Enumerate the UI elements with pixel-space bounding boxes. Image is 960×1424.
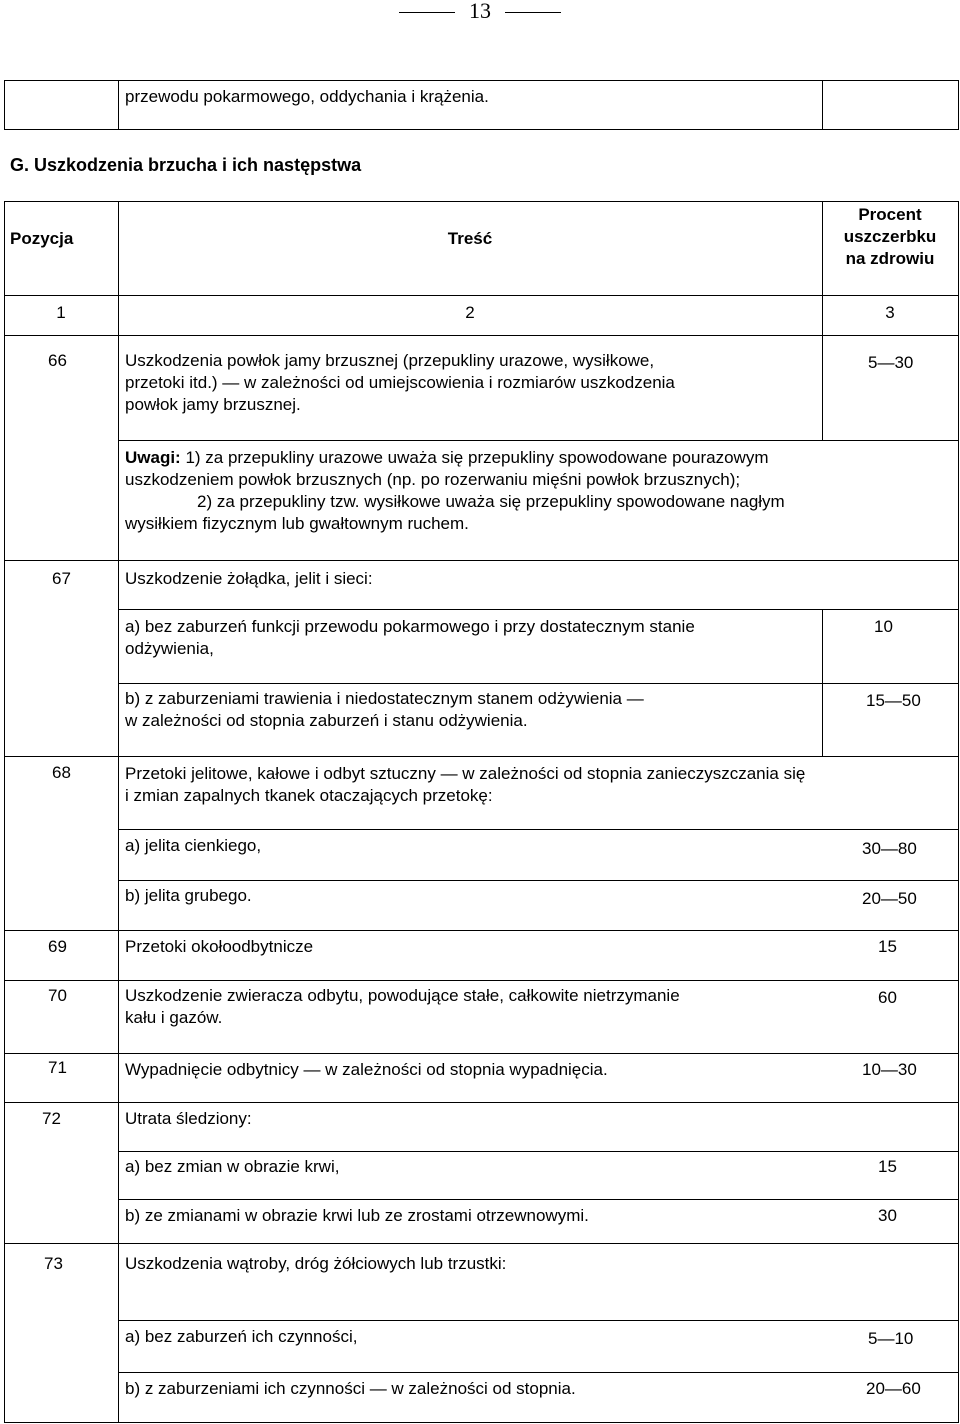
- entry-70-text: [125, 985, 845, 1029]
- section-title: G. Uszkodzenia brzucha i ich następstwa: [10, 155, 362, 175]
- header-percent: [822, 204, 958, 270]
- entry-68b: b) jelita grubego.: [125, 886, 252, 905]
- position-number: 70: [48, 986, 67, 1005]
- rule: [4, 930, 958, 931]
- entry-66-text: [125, 350, 815, 416]
- notes: [125, 447, 945, 535]
- entry-67b: [125, 688, 815, 732]
- text-line: przetoki itd.) ― w zależności od umiejscowienia i rozmiarów uszkodzenia: [125, 373, 675, 392]
- percent-value: 15: [878, 1157, 897, 1176]
- rule: [118, 80, 119, 130]
- rule: [4, 295, 958, 296]
- continuation-text: przewodu pokarmowego, oddychania i krążenia.: [125, 87, 489, 106]
- entry-72b: b) ze zmianami w obrazie krwi lub ze zrostami otrzewnowymi.: [125, 1206, 589, 1225]
- rule: [118, 1320, 958, 1321]
- text-line: wysiłkiem fizycznym lub gwałtownym ruchem.: [125, 514, 469, 533]
- rule: [118, 829, 958, 830]
- rule: [822, 80, 823, 130]
- rule: [4, 80, 958, 81]
- rule: [4, 80, 5, 130]
- position-number: 67: [52, 569, 71, 588]
- percent-value: 5―30: [868, 353, 914, 372]
- column-number: 1: [56, 303, 66, 322]
- rule: [118, 201, 119, 1423]
- entry-72a: a) bez zmian w obrazie krwi,: [125, 1157, 340, 1176]
- text-line: i zmian zapalnych tkanek otaczających przetokę:: [125, 786, 493, 805]
- text-line: Uszkodzenie zwieracza odbytu, powodujące stałe, całkowite nietrzymanie: [125, 986, 680, 1005]
- rule: [4, 201, 958, 202]
- text-line: Przetoki jelitowe, kałowe i odbyt sztuczny ― w zależności od stopnia zanieczyszczania się: [125, 764, 806, 783]
- text-line: 1) za przepukliny urazowe uważa się przepukliny spowodowane pourazowym: [180, 448, 769, 467]
- percent-value: 20―60: [866, 1379, 921, 1398]
- text-line: powłok jamy brzusznej.: [125, 395, 301, 414]
- rule: [4, 1243, 958, 1244]
- rule: [4, 1102, 958, 1103]
- entry-71-text: Wypadnięcie odbytnicy ― w zależności od stopnia wypadnięcia.: [125, 1060, 608, 1079]
- text-line: odżywienia,: [125, 639, 214, 658]
- column-number: 2: [465, 303, 475, 322]
- position-number: 66: [48, 351, 67, 370]
- rule: [822, 609, 823, 757]
- position-number: 73: [44, 1254, 63, 1273]
- rule: [958, 201, 959, 1423]
- rule: [958, 80, 959, 130]
- header-position: Pozycja: [10, 229, 74, 248]
- percent-value: 15: [878, 937, 897, 956]
- position-number: 68: [52, 763, 71, 782]
- rule: [118, 609, 958, 610]
- rule: [4, 560, 958, 561]
- rule: [4, 129, 958, 130]
- entry-67a: [125, 616, 815, 660]
- column-number: 3: [885, 303, 895, 322]
- notes-label: Uwagi:: [125, 448, 181, 467]
- text-line: b) z zaburzeniami trawienia i niedostatecznym stanem odżywienia ―: [125, 689, 644, 708]
- rule: [4, 335, 958, 336]
- entry-72-text: Utrata śledziony:: [125, 1109, 252, 1128]
- text-line: kału i gazów.: [125, 1008, 223, 1027]
- entry-73b: b) z zaburzeniami ich czynności ― w zależności od stopnia.: [125, 1379, 576, 1398]
- entry-68-text: [125, 763, 950, 807]
- rule: [4, 756, 958, 757]
- rule: [4, 201, 5, 1423]
- rule: [118, 440, 958, 441]
- text-line: Uszkodzenia powłok jamy brzusznej (przepukliny urazowe, wysiłkowe,: [125, 351, 655, 370]
- header-percent-line: uszczerbku: [843, 227, 937, 246]
- header-percent-line: na zdrowiu: [845, 249, 935, 268]
- page-number-text: 13: [469, 0, 491, 23]
- percent-value: 5―10: [868, 1329, 914, 1348]
- rule: [4, 1053, 958, 1054]
- rule: [4, 1422, 958, 1423]
- entry-73a: a) bez zaburzeń ich czynności,: [125, 1327, 358, 1346]
- page-number: [0, 0, 960, 22]
- text-line: uszkodzeniem powłok brzusznych (np. po rozerwaniu mięśni powłok brzusznych);: [125, 470, 741, 489]
- rule: [4, 980, 958, 981]
- rule: [118, 1372, 958, 1373]
- header-percent-line: Procent: [858, 205, 922, 224]
- entry-73-text: Uszkodzenia wątroby, dróg żółciowych lub trzustki:: [125, 1254, 507, 1273]
- percent-value: 60: [878, 988, 897, 1007]
- rule: [118, 1199, 958, 1200]
- position-number: 69: [48, 937, 67, 956]
- entry-68a: a) jelita cienkiego,: [125, 836, 262, 855]
- percent-value: 30―80: [862, 839, 917, 858]
- percent-value: 20―50: [862, 889, 917, 908]
- percent-value: 10―30: [862, 1060, 917, 1079]
- position-number: 71: [48, 1058, 67, 1077]
- header-content: Treść: [447, 229, 493, 248]
- entry-67-text: Uszkodzenie żołądka, jelit i sieci:: [125, 569, 373, 588]
- text-line: w zależności od stopnia zaburzeń i stanu odżywienia.: [125, 711, 528, 730]
- text-line: 2) za przepukliny tzw. wysiłkowe uważa się przepukliny spowodowane nagłym: [197, 492, 785, 511]
- percent-value: 10: [874, 617, 893, 636]
- percent-value: 15―50: [866, 691, 921, 710]
- percent-value: 30: [878, 1206, 897, 1225]
- dash-right: [505, 12, 561, 13]
- rule: [118, 1151, 958, 1152]
- rule: [118, 683, 958, 684]
- rule: [118, 880, 958, 881]
- position-number: 72: [42, 1109, 61, 1128]
- text-line: a) bez zaburzeń funkcji przewodu pokarmowego i przy dostatecznym stanie: [125, 617, 695, 636]
- entry-69-text: Przetoki okołoodbytnicze: [125, 937, 314, 956]
- dash-left: [399, 12, 455, 13]
